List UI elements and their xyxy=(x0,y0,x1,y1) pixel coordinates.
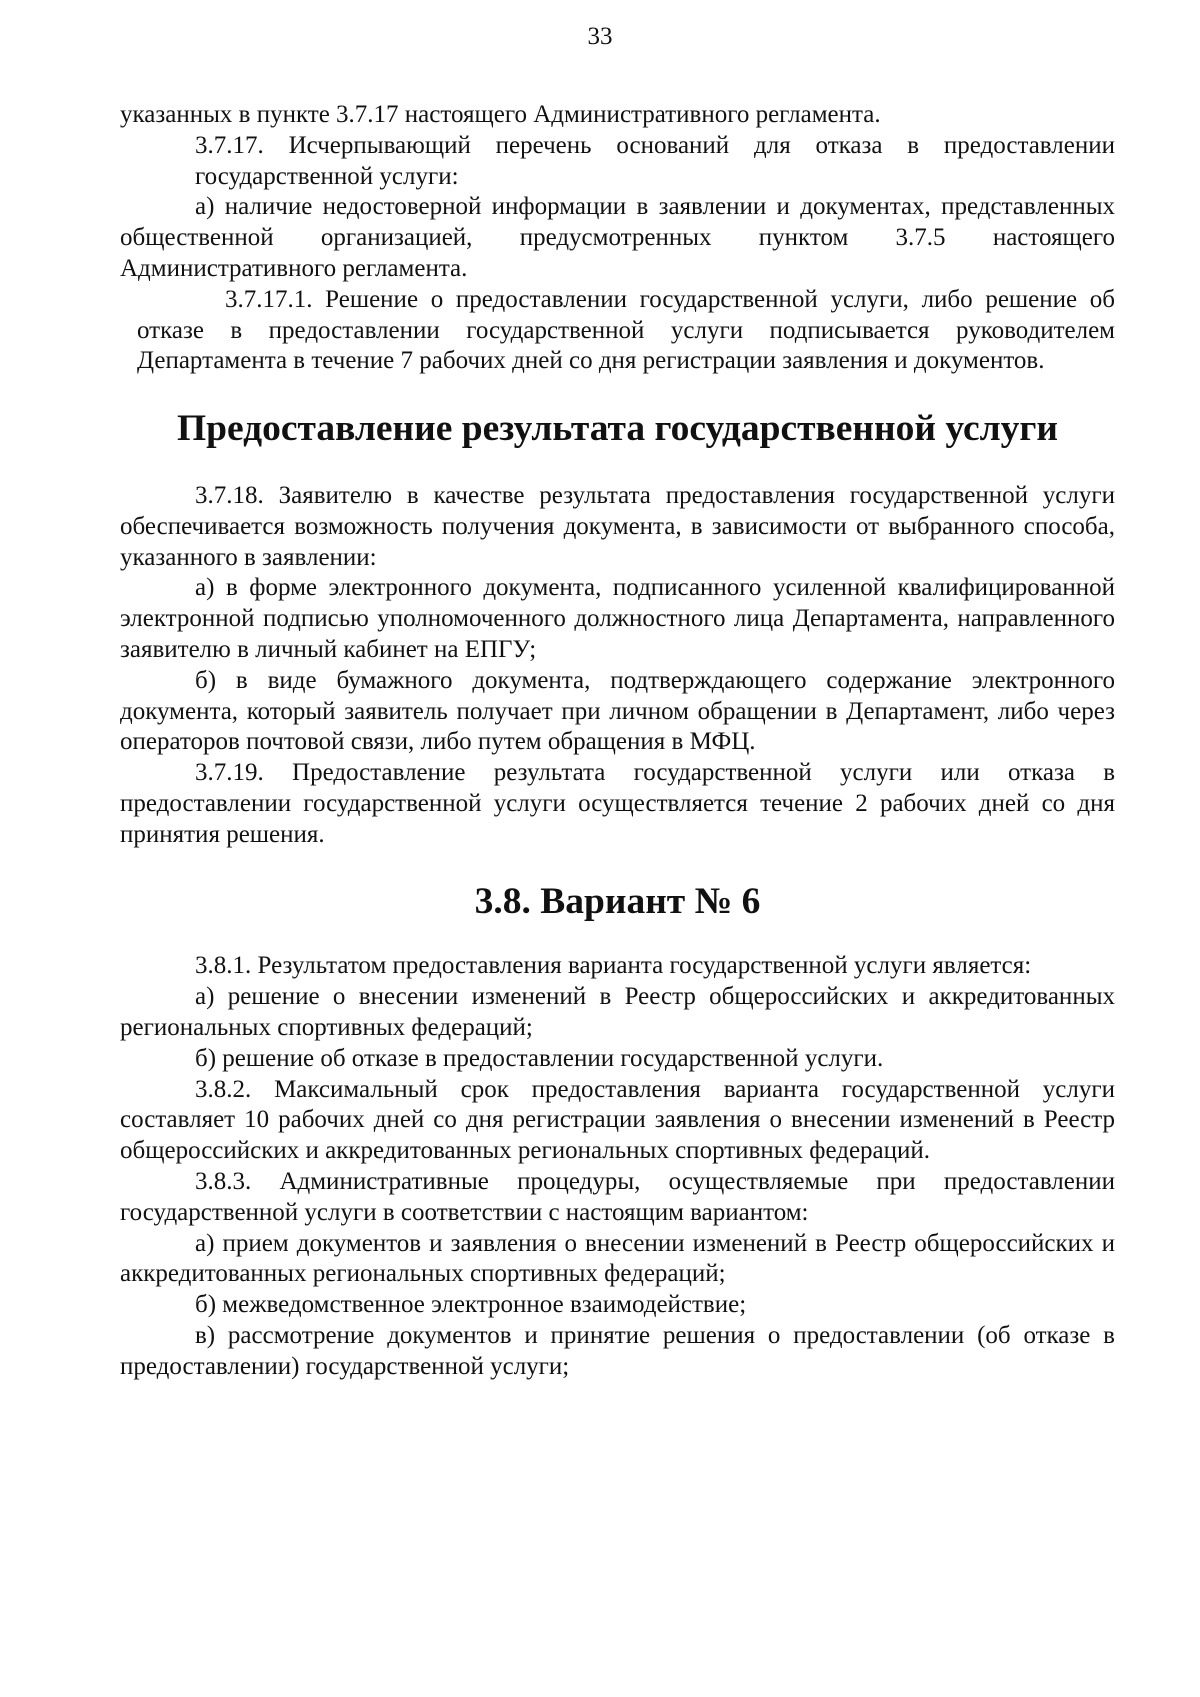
document-body xyxy=(120,100,1115,1382)
list-item-b-paper: б) в виде бумажного документа, подтверждающего содержание электронного документа, который заявитель получает при личном обращении в Департамент, либо через операторов почтовой связи, либо путем обращения в МФЦ. xyxy=(120,666,1115,756)
section-heading-variant-6: 3.8. Вариант № 6 xyxy=(474,880,761,922)
list-item-a-refusal: а) наличие недостоверной информации в заявлении и документах, представленных общественной организацией, предусмотренных пунктом 3.7.5 настоящего Административного регламента. xyxy=(120,193,1115,282)
page-number: 33 xyxy=(587,23,613,50)
paragraph-3-7-17-1: 3.7.17.1. Решение о предоставлении государственной услуги, либо решение об отказе в предоставлении государственной услуги подписывается руководителем Департамента в течение 7 рабочих дней со дня регистрации заявления и документов. xyxy=(137,285,1115,375)
paragraph-3-7-19: 3.7.19. Предоставление результата государственной услуги или отказа в предоставлении государственной услуги осуществляется течение 2 рабочих дней со дня принятия решения. xyxy=(120,759,1115,848)
list-item-a-electronic: а) в форме электронного документа, подписанного усиленной квалифицированной электронной подписью уполномоченного должностного лица Департамента, направленного заявителю в личный кабинет на ЕПГУ; xyxy=(120,574,1115,663)
paragraph-continuation: указанных в пункте 3.7.17 настоящего Административного регламента. xyxy=(120,101,881,128)
list-item-a-reception: а) прием документов и заявления о внесении изменений в Реестр общероссийских и аккредитованных региональных спортивных федераций; xyxy=(120,1229,1115,1288)
paragraph-3-8-2: 3.8.2. Максимальный срок предоставления варианта государственной услуги составляет 10 рабочих дней со дня регистрации заявления о внесении изменений в Реестр общероссийских и аккредитованных региональных спортивных федераций. xyxy=(120,1075,1115,1165)
list-item-b-interagency: б) межведомственное электронное взаимодействие; xyxy=(195,1291,747,1319)
paragraph-3-7-17: 3.7.17. Исчерпывающий перечень оснований для отказа в предоставлении государственной услуги: xyxy=(195,131,1115,190)
section-heading-result: Предоставление результата государственной услуги xyxy=(176,408,1059,450)
paragraph-3-7-18: 3.7.18. Заявителю в качестве результата предоставления государственной услуги обеспечивается возможность получения документа, в зависимости от выбранного способа, указанного в заявлении: xyxy=(120,481,1115,571)
list-item-a-decision: а) решение о внесении изменений в Реестр общероссийских и аккредитованных региональных спортивных федераций; xyxy=(120,983,1115,1041)
paragraph-3-8-1: 3.8.1. Результатом предоставления варианта государственной услуги является: xyxy=(195,952,1032,980)
list-item-b-refusal-decision: б) решение об отказе в предоставлении государственной услуги. xyxy=(195,1044,884,1072)
paragraph-3-8-3: 3.8.3. Административные процедуры, осуществляемые при предоставлении государственной услуги в соответствии с настоящим вариантом: xyxy=(120,1167,1115,1226)
list-item-v-review: в) рассмотрение документов и принятие решения о предоставлении (об отказе в предоставлении) государственной услуги; xyxy=(120,1321,1115,1380)
